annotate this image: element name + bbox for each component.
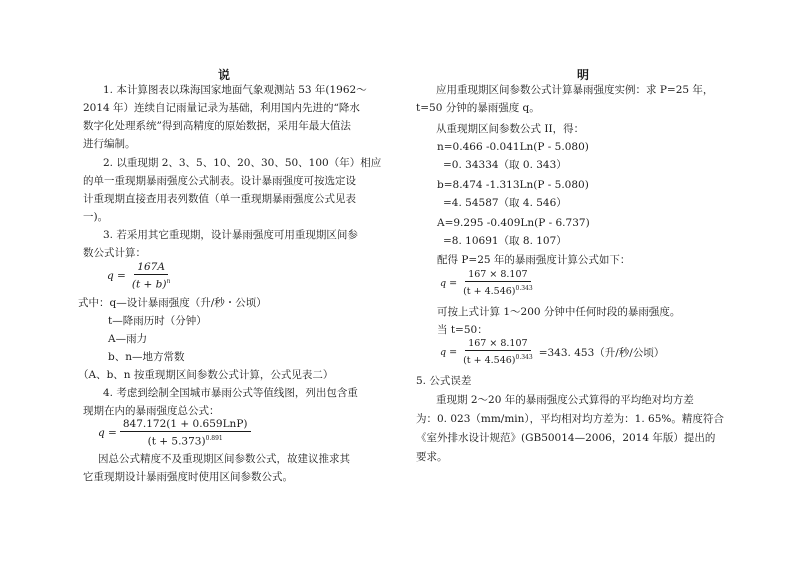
example-intro-line: 应用重现期区间参数公式计算暴雨强度实例：求 P=25 年， [436, 84, 714, 96]
example-from: 从重现期区间参数公式 II，得： [436, 123, 585, 135]
formula-lhs: q = [107, 270, 126, 283]
para-2-line: 2. 以重现期 2、3、5、10、20、30、50、100（年）相应 [103, 157, 382, 169]
para-2-line: 计重现期直接查用表列数值（单一重现期暴雨强度公式见表 [83, 193, 356, 205]
formula-numerator: 167 × 8.107 [465, 268, 530, 282]
calc-b: b=8.474 -1.313Ln(P - 5.080) [437, 179, 589, 191]
para-5-line: 因总公式精度不及重现期区间参数公式，故建议推求其 [98, 453, 350, 465]
definition-a: A—雨力 [108, 333, 148, 345]
para-3-line: 3. 若采用其它重现期，设计暴雨强度可用重现期区间参 [103, 229, 358, 241]
calc-b-value: =4. 54587（取 4. 546） [443, 197, 567, 209]
calc-a: A=9.295 -0.409Ln(P - 6.737) [437, 217, 590, 229]
formula-result: =343. 453（升/秒/公顷） [538, 346, 665, 359]
para-5-line: 它重现期设计暴雨强度时使用区间参数公式。 [83, 471, 293, 483]
example-intro-line: t=50 分钟的暴雨强度 q。 [416, 102, 540, 114]
calc-a-value: =8. 10691（取 8. 107） [443, 235, 567, 247]
para-4-line: 4. 考虑到绘制全国城市暴雨公式等值线图，列出包含重 [103, 387, 358, 399]
formula-fraction [129, 261, 173, 292]
calc-n-value: =0. 34334（取 0. 343） [443, 159, 567, 171]
definition-t: t—降雨历时（分钟） [108, 315, 207, 327]
heading-right: 明 [577, 68, 590, 82]
section-5-title: 5. 公式误差 [416, 375, 472, 387]
formula-fraction [460, 268, 536, 298]
para-2-line: 一)。 [83, 211, 109, 223]
formula-denominator: $(t + b)^n$ [131, 278, 171, 291]
formula-denominator: $(t + 4.546)^{0.343}$ [463, 285, 533, 298]
formula-denominator: $(t + 4.546)^{0.343}$ [463, 354, 533, 367]
formula-numerator: 167A [134, 261, 168, 275]
formula-q-interval [107, 261, 176, 292]
when-t50: 当 t=50： [437, 324, 488, 336]
definition-note: （A、b、n 按重现期区间参数公式计算，公式见表二） [78, 369, 334, 381]
formula-lhs: q = [440, 277, 458, 289]
formula-q-t50 [440, 337, 664, 367]
section-5-line: 《室外排水设计规范》(GB50014—2006，2014 年版）提出的 [416, 432, 716, 444]
section-5-line: 为：0. 023（mm/min），平均相对均方差为：1. 65%。精度符合 [416, 413, 724, 425]
formula-fraction [120, 418, 251, 449]
calc-range-line: 可按上式计算 1～200 分钟中任何时段的暴雨强度。 [437, 306, 681, 318]
para-1-line: 2014 年）连续自记雨量记录为基础，利用国内先进的“降水 [83, 102, 360, 114]
section-5-line: 重现期 2～20 年的暴雨强度公式算得的平均绝对均方差 [436, 394, 694, 406]
formula-q-general [98, 418, 254, 449]
calc-n: n=0.466 -0.041Ln(P - 5.080) [437, 141, 589, 153]
para-1-line: 数字化处理系统”得到高精度的原始数据，采用年最大值法 [83, 120, 351, 132]
para-3-line: 数公式计算： [83, 247, 146, 259]
heading-left: 说 [218, 68, 231, 82]
para-1-line: 1. 本计算图表以珠海国家地面气象观测站 53 年(1962～ [103, 84, 367, 96]
formula-lhs: q = [440, 346, 458, 358]
formula-numerator: 167 × 8.107 [465, 337, 530, 351]
formula-denominator: $(t + 5.373)^{0.891}$ [147, 435, 223, 448]
section-5-line: 要求。 [416, 451, 448, 463]
para-4-line: 现期在内的暴雨强度总公式： [83, 405, 220, 417]
para-2-line: 的单一重现期暴雨强度公式制表。设计暴雨强度可按选定设 [83, 175, 356, 187]
config-line: 配得 P=25 年的暴雨强度计算公式如下： [437, 254, 631, 266]
para-1-line: 进行编制。 [83, 138, 136, 150]
formula-fraction [460, 337, 536, 367]
definition-bn: b、n—地方常数 [108, 351, 185, 363]
formula-q-p25 [440, 268, 539, 298]
definition-q: 式中：q—设计暴雨强度（升/秒・公顷） [78, 297, 267, 309]
formula-lhs: q = [98, 427, 117, 440]
formula-numerator: 847.172(1 + 0.659LnP) [120, 418, 251, 432]
